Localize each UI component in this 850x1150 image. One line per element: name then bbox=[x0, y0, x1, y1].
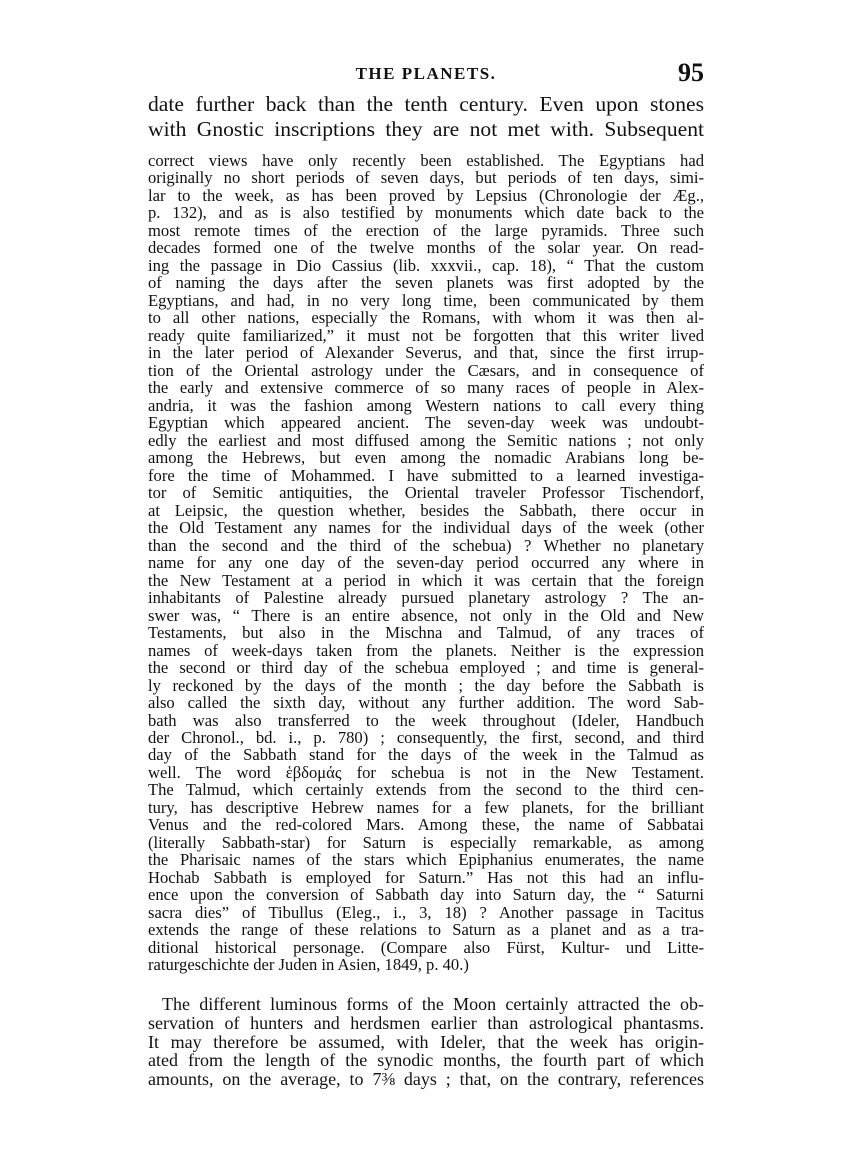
text-line: Testaments, but also in the Mischna and Talmud, of any traces of bbox=[148, 623, 704, 643]
text-line: ly reckoned by the days of the month ; the day before the Sabbath is bbox=[148, 675, 704, 695]
text-line: ing the passage in Dio Cassius (lib. xxxvii., cap. 18), “ That the custom bbox=[148, 255, 704, 275]
text-line: ated from the length of the synodic months, the fourth part of which bbox=[148, 1050, 704, 1071]
text-line: andria, it was the fashion among Western nations to call every thing bbox=[148, 395, 704, 415]
text-line: day of the Sabbath stand for the days of the week in the Talmud as bbox=[148, 745, 704, 765]
text-line: bath was also transferred to the week throughout (Ideler, Handbuch bbox=[148, 710, 704, 730]
text-line: extends the range of these relations to Saturn as a planet and as a tra- bbox=[148, 920, 704, 940]
text-line: date further back than the tenth century. Even upon stones bbox=[148, 92, 704, 116]
text-line: The different luminous forms of the Moon certainly attracted the ob- bbox=[162, 994, 704, 1014]
text-line: names of week-days taken from the planets. Neither is the expression bbox=[148, 640, 704, 660]
text-line: of naming the days after the seven planets was first adopted by the bbox=[148, 273, 704, 293]
text-line: to all other nations, especially the Romans, with whom it was then al- bbox=[148, 308, 704, 328]
text-line: Egyptians, and had, in no very long time, been communicated by them bbox=[148, 290, 704, 310]
text-line: ready quite familiarized,” it must not be forgotten that this writer lived bbox=[148, 325, 704, 345]
text-line: the early and extensive commerce of so many races of people in Alex- bbox=[148, 378, 704, 398]
page-header bbox=[148, 58, 704, 88]
text-line: raturgeschichte der Juden in Asien, 1849, p. 40.) bbox=[148, 955, 469, 975]
text-line: decades formed one of the twelve months of the solar year. On read- bbox=[148, 238, 704, 258]
text-line: ditional historical personage. (Compare also Fürst, Kultur- und Litte- bbox=[148, 937, 704, 957]
page-number: 95 bbox=[678, 58, 704, 87]
running-title: THE PLANETS. bbox=[355, 64, 497, 83]
footnote-body bbox=[148, 152, 704, 974]
text-line: originally no short periods of seven days, but periods of ten days, simi- bbox=[148, 168, 704, 188]
text-line: at Leipsic, the question whether, besides the Sabbath, there occur in bbox=[148, 500, 704, 520]
text-line: inhabitants of Palestine already pursued planetary astrology ? The an- bbox=[148, 588, 704, 608]
text-line: edly the earliest and most diffused among the Semitic nations ; not only bbox=[148, 430, 704, 450]
text-line: lar to the week, as has been proved by Lepsius (Chronologie der Æg., bbox=[148, 185, 704, 205]
text-line: It may therefore be assumed, with Ideler, that the week has origin- bbox=[148, 1031, 704, 1052]
text-line: amounts, on the average, to 7⅜ days ; that, on the contrary, references bbox=[148, 1069, 704, 1090]
text-line: the second or third day of the schebua employed ; and time is general- bbox=[148, 658, 704, 678]
text-line: with Gnostic inscriptions they are not met with. Subsequent bbox=[148, 117, 704, 142]
text-line: the New Testament at a period in which it was certain that the foreign bbox=[148, 570, 704, 590]
text-line: tion of the Oriental astrology under the Cæsars, and in consequence of bbox=[148, 360, 704, 380]
text-line: Venus and the red-colored Mars. Among these, the name of Sabbatai bbox=[148, 815, 704, 835]
text-line: the Pharisaic names of the stars which Epiphanius enumerates, the name bbox=[148, 850, 704, 870]
text-line: (literally Sabbath-star) for Saturn is especially remarkable, as among bbox=[148, 832, 704, 852]
text-line: the Old Testament any names for the individual days of the week (other bbox=[148, 518, 704, 538]
text-line: tury, has descriptive Hebrew names for a few planets, for the brilliant bbox=[148, 797, 704, 817]
text-line: name for any one day of the seven-day period occurred any where in bbox=[148, 553, 704, 573]
text-line: ence upon the conversion of Sabbath day into Saturn day, the “ Saturni bbox=[148, 885, 704, 905]
text-line: der Chronol., bd. i., p. 780) ; consequently, the first, second, and third bbox=[148, 727, 704, 747]
text-line: p. 132), and as is also testified by monuments which date back to the bbox=[148, 203, 704, 223]
text-line: fore the time of Mohammed. I have submitted to a learned investiga- bbox=[148, 465, 704, 485]
text-line: correct views have only recently been established. The Egyptians had bbox=[148, 151, 704, 170]
text-line: sacra dies” of Tibullus (Eleg., i., 3, 18) ? Another passage in Tacitus bbox=[148, 902, 704, 922]
main-text-paragraph bbox=[148, 995, 704, 1089]
text-line: than the second and the third of the schebua) ? Whether no planetary bbox=[148, 535, 704, 555]
text-line: most remote times of the erection of the large pyramids. Three such bbox=[148, 220, 704, 240]
text-continuation-large bbox=[148, 92, 704, 143]
text-line: swer was, “ There is an entire absence, not only in the Old and New bbox=[148, 605, 704, 625]
text-line: The Talmud, which certainly extends from the second to the third cen- bbox=[148, 780, 704, 800]
text-line: in the later period of Alexander Severus, and that, since the first irrup- bbox=[148, 343, 704, 363]
text-line: among the Hebrews, but even among the nomadic Arabians long be- bbox=[148, 448, 704, 468]
text-line: Hochab Sabbath is employed for Saturn.” Has not this had an influ- bbox=[148, 867, 704, 887]
text-line: tor of Semitic antiquities, the Oriental traveler Professor Tischendorf, bbox=[148, 483, 704, 503]
text-line: well. The word ἑβδομάς for schebua is not in the New Testament. bbox=[148, 762, 704, 782]
text-line: servation of hunters and herdsmen earlier than astrological phantasms. bbox=[148, 1012, 704, 1033]
text-line: also called the sixth day, without any further addition. The word Sab- bbox=[148, 693, 704, 713]
text-line: Egyptian which appeared ancient. The seven-day week was undoubt- bbox=[148, 413, 704, 433]
